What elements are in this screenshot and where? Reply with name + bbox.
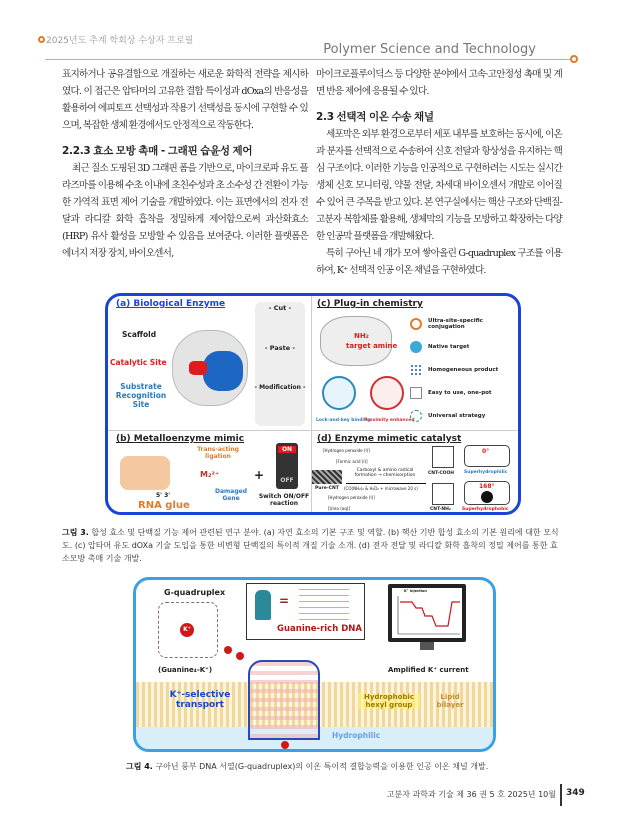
- panel-b-title: (b) Metalloenzyme mimic: [116, 434, 245, 444]
- figure-3-caption: [62, 526, 560, 565]
- label-angle168: 168°: [479, 483, 495, 490]
- section-heading: 2.2.3 효소 모방 촉매 - 그래핀 습윤성 제어: [62, 145, 253, 157]
- feature: Universal strategy: [428, 412, 486, 419]
- header-section: 2025년도 추계 학회상 수상자 프로필: [46, 36, 194, 46]
- feature: Homogeneous product: [428, 366, 499, 373]
- guanine-dna-box: [246, 583, 365, 640]
- label-ends: 5' 3': [156, 492, 171, 499]
- glue-gun-icon: [120, 456, 170, 490]
- label-h2o2-2: [Hydrogen peroxide (l)]: [328, 495, 375, 500]
- footer-journal: 고분자 과학과 기술 제 36 권 5 호 2025년 10월: [386, 790, 556, 799]
- panel-c-title: (c) Plug-in chemistry: [317, 299, 423, 309]
- gear-icon: [410, 410, 422, 422]
- proximity-icon: [370, 376, 404, 410]
- label-superhydrophobic: Superhydrophobic: [462, 507, 509, 512]
- section-heading: 2.3 선택적 이온 수송 채널: [316, 111, 434, 123]
- header-bullet-icon: [38, 36, 45, 43]
- paragraph: 표지하거나 공유결합으로 개질하는 새로운 화학적 전략을 제시하였다. 이 접근은 압타머의 고유한 결합 특이성과 dOxa의 반응성을 활용하여 에피토프 선택성과 작용기 선택성을 동시에 구현할 수 있으며, 복잡한 생체 환경에서도 안정적으로 작동한다.: [62, 69, 308, 131]
- label-rna-glue: RNA glue: [138, 500, 190, 511]
- k-ion-icon: [281, 741, 289, 749]
- label-nh2-cnt: CNT-NH₂: [430, 507, 451, 512]
- label-damaged: Damaged Gene: [215, 488, 247, 502]
- caption-text: 합성 효소 및 단백질 기능 제어 관련된 연구 분야. (a) 자연 효소의 기본 구조 및 역할. (b) 핵산 기반 합성 효소의 기본 원리에 대한 모식도. (c) 압타머 유도 dOXa 기술 도입을 통한 비변형 단백질의 특이적 개질 기술 소개. (d) 전자 전달 및 라디칼 화학 흡착의 정밀 제어를 통한 효소모방 촉매 기술 개발.: [62, 528, 559, 563]
- plus-sign: +: [254, 468, 265, 482]
- nh2-image: [432, 483, 454, 505]
- k-ion: K⁺: [180, 623, 194, 637]
- left-column: [62, 66, 308, 262]
- dots-icon: [410, 364, 422, 376]
- monitor-graph-image: [388, 584, 466, 642]
- label-lipid: Lipid bilayer: [436, 693, 464, 709]
- label-radical: Carboxyl & amino radical formation → chemisorption: [354, 468, 416, 478]
- gquad-structure-image: [158, 602, 218, 658]
- label-formic: [Formic acid (l)]: [336, 459, 368, 464]
- feature-list: [410, 312, 518, 427]
- label-guanine-rich: Guanine-rich DNA: [277, 624, 362, 634]
- right-column: [316, 66, 562, 279]
- droplet-ball-image: [464, 481, 510, 505]
- native-icon: [410, 341, 422, 353]
- label-trans: Trans-acting ligation: [197, 446, 239, 460]
- k-ion-icon: [224, 646, 232, 654]
- target-icon: [410, 318, 422, 330]
- header-rule: [45, 59, 571, 60]
- switch-icon: [276, 443, 298, 489]
- feature: Ultra-site-specific conjugation: [428, 317, 483, 330]
- k-ion-icon: [236, 652, 244, 660]
- droplet-flat-image: [464, 445, 510, 467]
- switch-off: OFF: [280, 477, 294, 484]
- label-superhydrophilic: Superhydrophilic: [464, 470, 508, 475]
- label-guanine: (Guanine₄-K⁺): [158, 666, 213, 674]
- label-gquad: G-quadruplex: [164, 588, 226, 597]
- cnt-image: [312, 470, 342, 484]
- label-angle0: 0°: [482, 448, 490, 455]
- label-scaffold: Scaffold: [122, 330, 157, 339]
- label-hexyl: Hydrophobic hexyl group: [358, 693, 420, 709]
- label-paste: - Paste -: [264, 344, 296, 352]
- page-number: 349: [566, 788, 585, 798]
- label-cooh: CNT-COOH: [428, 471, 455, 476]
- label-kinj: K⁺ injection: [404, 589, 427, 593]
- paragraph: 마이크로플루이딕스 등 다양한 분야에서 고속·고안정성 촉매 및 계면 반응 제어에 응용될 수 있다.: [316, 69, 562, 97]
- caption-text: 구아닌 풍부 DNA 서열(G-quadruplex)의 이온 특이적 결합능력을 이용한 인공 이온 채널 개발.: [155, 762, 489, 771]
- label-cut: - Cut -: [268, 304, 292, 312]
- label-metal: M₂²⁺: [200, 470, 220, 479]
- feature: Native target: [428, 343, 470, 350]
- caption-label: 그림 3.: [62, 528, 89, 537]
- paragraph: 특히 구아닌 네 개가 모여 쌓아올린 G-quadruplex 구조를 이용하여, K⁺ 선택적 인공 이온 채널을 구현하였다.: [316, 248, 562, 276]
- label-substrate: Substrate Recognition Site: [115, 382, 167, 409]
- label-lock: Lock-and-key binding: [316, 418, 371, 423]
- protein-image: [320, 316, 392, 366]
- lock-key-icon: [322, 376, 356, 410]
- label-amplified: Amplified K⁺ current: [388, 666, 469, 674]
- panel-d-title: (d) Enzyme mimetic catalyst: [317, 434, 462, 444]
- enzyme-structure-image: [172, 330, 248, 406]
- label-pure-cnt: Pure-CNT: [315, 486, 339, 491]
- paragraph: 최근 질소 도핑된 3D 그래핀 폼을 기반으로, 마이크로파 유도 플라즈마를 이용해 수초 이내에 초친수성과 초 소수성 간 전환이 가능한 가역적 표면 제어 기술을 개발하였다. 이는 표면에서의 전자 전달과 라디칼 화학 흡착을 정밀하게 제어함으로써 과산화효소(HRP) 유사 활성을 모방할 수 있음을 보여준다. 이러한 플랫폼은 에너지 저장 장치, 바이오센서,: [62, 163, 308, 259]
- footer-divider: [560, 784, 562, 806]
- label-urea-mw: (CO(NH₂)₂ & H₂O₂ + microwave 20 s): [344, 486, 418, 491]
- label-selective: K⁺-selective transport: [169, 690, 231, 710]
- figure-4: [133, 577, 496, 752]
- figure-3: [105, 293, 521, 515]
- label-proximity: Proximity enhanced: [364, 418, 415, 423]
- label-hydrophilic: Hydrophilic: [332, 731, 381, 740]
- label-switch: Switch ON/OFF reaction: [258, 493, 310, 507]
- label-catalytic: Catalytic Site: [110, 358, 167, 367]
- header-rule-end-icon: [570, 55, 578, 63]
- label-target-amine: target amine: [346, 342, 398, 350]
- caption-label: 그림 4.: [126, 762, 153, 771]
- maze-icon: [410, 387, 422, 399]
- ion-channel-image: [248, 660, 320, 740]
- label-h2o2: [Hydrogen peroxide (l)]: [323, 448, 370, 453]
- switch-on: ON: [278, 446, 296, 453]
- label-urea: [Urea (aq)]: [328, 506, 350, 511]
- feature: Easy to use, one-pot: [428, 389, 492, 396]
- header-journal: Polymer Science and Technology: [323, 42, 536, 57]
- cooh-image: [432, 446, 454, 468]
- equals-sign: =: [279, 594, 290, 608]
- figure-4-caption: [126, 760, 526, 773]
- label-nh2: NH₂: [354, 332, 369, 340]
- arrow: [346, 483, 426, 484]
- paragraph: 세포막은 외부 환경으로부터 세포 내부를 보호하는 동시에, 이온과 분자를 선택적으로 수송하여 신호 전달과 항상성을 유지하는 핵심 구조이다. 이러한 기능을 인공적으로 구현하려는 시도는 실시간 생체 신호 모니터링, 약물 전달, 차세대 바이오센서 개발로 이어질 수 있어 큰 주목을 받고 있다. 본 연구실에서는 핵산 구조와 단백질-고분자 복합체를 활용해, 생체막의 기능을 모방하고 확장하는 다양한 인공막 플랫폼을 개발해왔다.: [316, 129, 562, 242]
- panel-a-title: (a) Biological Enzyme: [116, 299, 226, 309]
- label-modification: - Modification -: [254, 384, 306, 391]
